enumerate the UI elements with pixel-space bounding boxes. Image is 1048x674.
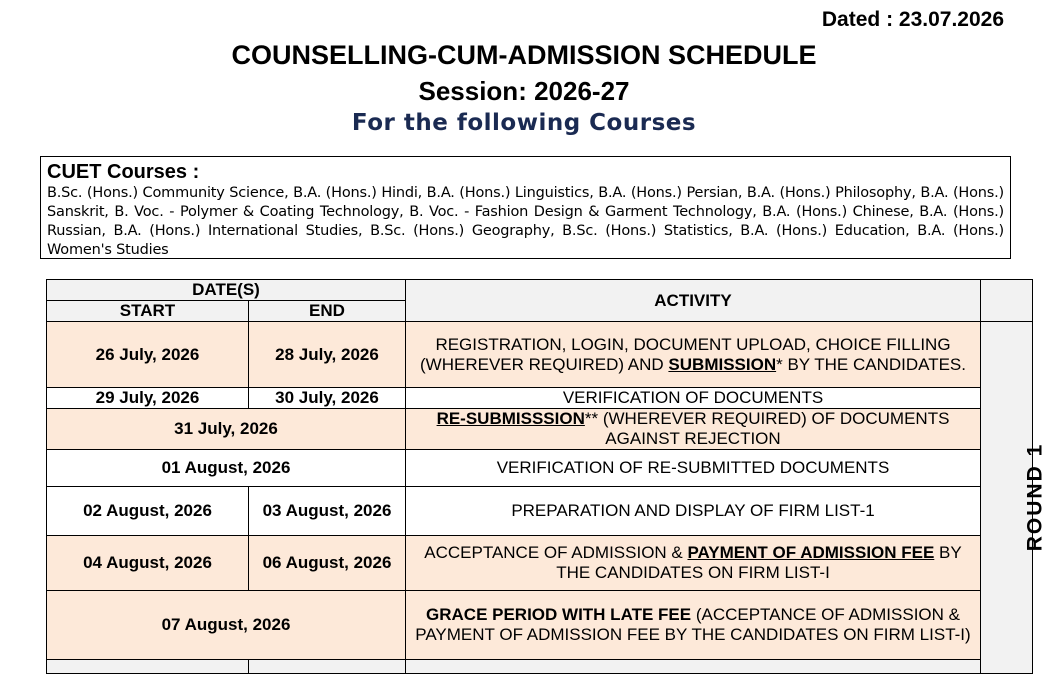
row-activity [406, 409, 981, 450]
table-row-partial [47, 660, 1033, 674]
table-row [47, 322, 1033, 388]
row-activity: PREPARATION AND DISPLAY OF FIRM LIST-1 [406, 487, 981, 536]
row-date: 31 July, 2026 [47, 409, 406, 450]
dates-header: DATE(S) [47, 280, 406, 301]
table-row [47, 536, 1033, 591]
start-header: START [47, 301, 249, 322]
cuet-course-list: B.Sc. (Hons.) Community Science, B.A. (Hons.) Hindi, B.A. (Hons.) Linguistics, B.A. (Hons.) Persian, B.A. (Hons.) Philosophy, B.A. (Hons.) Sanskrit, B. Voc. - Polymer & Coating Technology, B. Voc. - Fashion Design & Garment Technology, B.A. (Hons.) Chinese, B.A. (Hons.) Russian, B.A. (Hons.) International Studies, B.Sc. (Hons.) Geography, B.Sc. (Hons.) Statistics, B.A. (Hons.) Education, B.A. (Hons.) Women's Studies [47, 185, 1004, 258]
activity-text: ** (WHEREVER REQUIRED) OF DOCUMENTS AGAINST REJECTION [584, 409, 950, 448]
cuet-heading-text: CUET Courses [47, 161, 188, 183]
activity-emphasis: RE-SUBMISSSION [436, 409, 585, 428]
round-header-cell [981, 280, 1033, 322]
activity-emphasis: PAYMENT OF ADMISSION FEE [687, 543, 935, 562]
cuet-courses-box [40, 156, 1011, 259]
activity-emphasis: GRACE PERIOD WITH LATE FEE [426, 605, 692, 624]
table-header-row [47, 280, 1033, 301]
row-end-date: 06 August, 2026 [249, 536, 406, 591]
end-header: END [249, 301, 406, 322]
row-end-date: 28 July, 2026 [249, 322, 406, 388]
row-activity [406, 536, 981, 591]
partial-cell [249, 660, 406, 674]
row-date: 07 August, 2026 [47, 591, 406, 660]
activity-text: BY THE CANDIDATES ON FIRM LIST-I [556, 543, 962, 582]
row-activity [406, 591, 981, 660]
schedule-table [46, 279, 1047, 674]
page-title: COUNSELLING-CUM-ADMISSION SCHEDULE [231, 40, 817, 70]
row-start-date: 04 August, 2026 [47, 536, 249, 591]
activity-header: ACTIVITY [406, 280, 981, 322]
partial-cell [47, 660, 249, 674]
row-start-date: 29 July, 2026 [47, 388, 249, 409]
activity-emphasis: SUBMISSION [668, 354, 777, 374]
row-activity [406, 322, 981, 388]
row-start-date: 02 August, 2026 [47, 487, 249, 536]
table-row [47, 388, 1033, 409]
courses-subtitle: For the following Courses [351, 110, 697, 136]
activity-text: (ACCEPTANCE OF ADMISSION & PAYMENT OF ADMISSION FEE BY THE CANDIDATES ON FIRM LIST-I) [415, 605, 971, 644]
dated-label: Dated : 23.07.2026 [821, 8, 1004, 31]
row-activity: VERIFICATION OF RE-SUBMITTED DOCUMENTS [406, 450, 981, 487]
row-end-date: 03 August, 2026 [249, 487, 406, 536]
row-start-date: 26 July, 2026 [47, 322, 249, 388]
cuet-heading-colon: : [187, 161, 200, 183]
activity-text: REGISTRATION, LOGIN, DOCUMENT UPLOAD, CHOICE FILLING (WHEREVER REQUIRED) AND [420, 334, 951, 374]
activity-text: ACCEPTANCE OF ADMISSION & [424, 543, 688, 562]
row-end-date: 30 July, 2026 [249, 388, 406, 409]
partial-cell [406, 660, 981, 674]
table-row [47, 591, 1033, 660]
activity-text: * BY THE CANDIDATES. [776, 354, 966, 374]
round-label: ROUND 1 [1023, 442, 1047, 552]
table-row [47, 450, 1033, 487]
table-row [47, 487, 1033, 536]
row-activity: VERIFICATION OF DOCUMENTS [406, 388, 981, 409]
session-label: Session: 2026-27 [418, 76, 630, 106]
round-label-cell [981, 322, 1047, 674]
row-date: 01 August, 2026 [47, 450, 406, 487]
table-row [47, 409, 1033, 450]
cuet-heading [47, 160, 1004, 184]
